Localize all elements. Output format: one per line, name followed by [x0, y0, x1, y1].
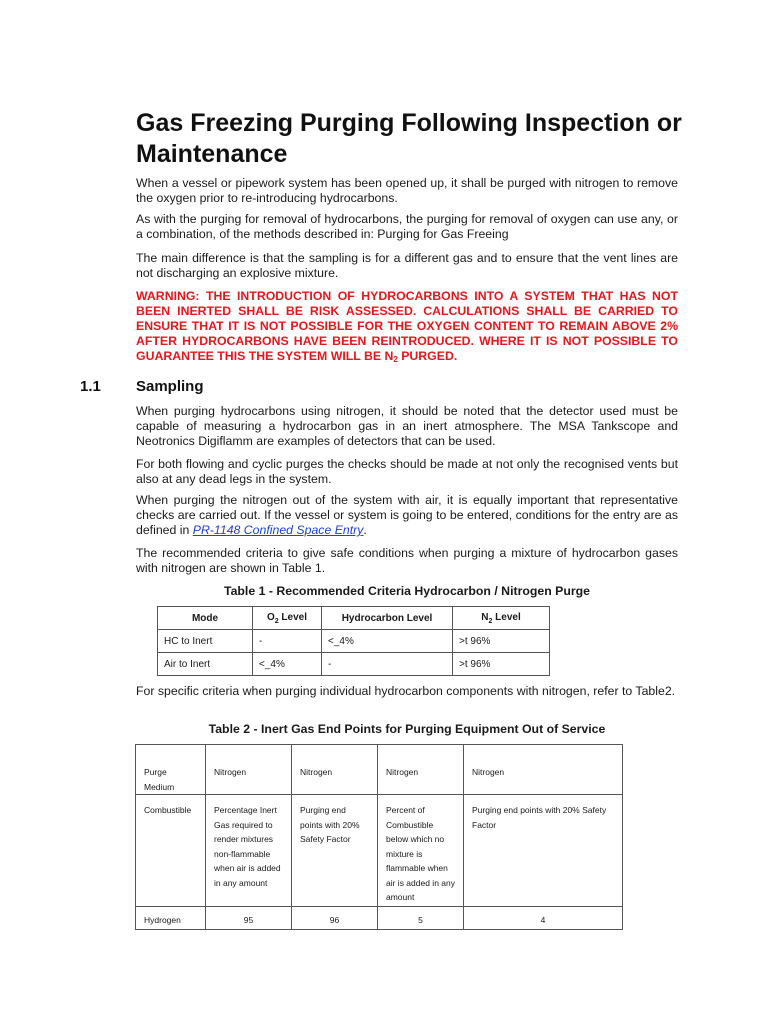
- table2-cell: Percent of Combustible below which no mixture is flammable when air is added in any amount: [378, 795, 464, 907]
- table1-header-hc: Hydrocarbon Level: [322, 607, 453, 630]
- page-title: Gas Freezing Purging Following Inspection or Maintenance: [136, 109, 682, 168]
- table1-cell-n2: >t 96%: [453, 630, 550, 653]
- entry-text-end: .: [363, 523, 367, 537]
- table2-cell: Percentage Inert Gas required to render mixtures non-flammable when air is added in any amount: [206, 795, 292, 907]
- confined-space-link[interactable]: PR-1148 Confined Space Entry: [192, 523, 364, 537]
- table2-cell: Hydrogen: [136, 907, 206, 930]
- table2-cell: Purging end points with 20% Safety Factor: [292, 795, 378, 907]
- section-title: Sampling: [136, 378, 204, 395]
- table2-header-cell: Purge Medium: [136, 745, 206, 795]
- table2-cell: 96: [292, 907, 378, 930]
- table1-cell-n2: >t 96%: [453, 653, 550, 676]
- table1-caption: Table 1 - Recommended Criteria Hydrocarbon / Nitrogen Purge: [223, 584, 591, 598]
- table2-cell: 95: [206, 907, 292, 930]
- warning-subscript: 2: [393, 355, 398, 364]
- table2-header-cell: Nitrogen: [464, 745, 623, 795]
- table2-header-row: [136, 745, 623, 795]
- n2-subscript: 2: [488, 617, 493, 625]
- purges-paragraph: For both flowing and cyclic purges the checks should be made at not only the recognised vents but also at any dead legs in the system.: [136, 457, 678, 486]
- table2-header-cell: Nitrogen: [292, 745, 378, 795]
- table2-cell: 4: [464, 907, 623, 930]
- warning-end: PURGED.: [397, 349, 458, 363]
- intro-paragraph: When a vessel or pipework system has been opened up, it shall be purged with nitrogen to remove the oxygen prior to re-introducing hydrocarbons.: [136, 176, 678, 205]
- table1-cell-hc: <_4%: [322, 630, 453, 653]
- o2-label: O: [266, 611, 275, 623]
- o2-subscript: 2: [274, 617, 279, 625]
- n2-level: Level: [492, 611, 521, 623]
- table1-header-row: [158, 607, 550, 630]
- o2-level: Level: [278, 611, 308, 623]
- table1-cell-mode: Air to Inert: [158, 653, 253, 676]
- table2-caption: Table 2 - Inert Gas End Points for Purging Equipment Out of Service: [208, 722, 606, 736]
- warning-text: WARNING: THE INTRODUCTION OF HYDROCARBONS INTO A SYSTEM THAT HAS NOT BEEN INERTED SHALL BE RISK ASSESSED. CALCULATIONS SHALL BE CARRIED TO ENSURE THAT IT IS NOT POSSIBLE FOR THE OXYGEN CONTENT TO REMAIN ABOVE 2% AFTER HYDROCARBONS HAVE BEEN REINTRODUCED. WHERE IT IS NOT POSSIBLE TO GUARANTEE THIS THE SYSTEM WILL BE N: [136, 289, 678, 363]
- table2-cell: Combustible: [136, 795, 206, 907]
- entry-paragraph: [136, 493, 678, 538]
- table1-header-o2: [253, 607, 322, 630]
- criteria-table: [157, 606, 550, 676]
- entry-text: When purging the nitrogen out of the system with air, it is equally important that representative checks are carried out. If the vessel or system is going to be entered, conditions for the entry are as defined in: [136, 493, 678, 537]
- table-row: [136, 907, 623, 930]
- methods-paragraph: As with the purging for removal of hydrocarbons, the purging for removal of oxygen can use any, or a combination, of the methods described in: Purging for Gas Freeing: [136, 212, 678, 241]
- warning-block: [136, 289, 678, 365]
- sampling-paragraph: When purging hydrocarbons using nitrogen, it should be noted that the detector used must be capable of measuring a hydrocarbon gas in an inert atmosphere. The MSA Tankscope and Neotronics Digiflamm are examples of detectors that can be used.: [136, 404, 678, 448]
- table1-header-n2: [453, 607, 550, 630]
- table2-cell: 5: [378, 907, 464, 930]
- table1-cell-o2: <_4%: [253, 653, 322, 676]
- table-row: [158, 630, 550, 653]
- table1-cell-mode: HC to Inert: [158, 630, 253, 653]
- table1-header-mode: Mode: [158, 607, 253, 630]
- table2-cell: Purging end points with 20% Safety Factor: [464, 795, 623, 907]
- table-row: [158, 653, 550, 676]
- section-number: 1.1: [80, 378, 101, 395]
- table-row: [136, 795, 623, 907]
- criteria-paragraph: The recommended criteria to give safe conditions when purging a mixture of hydrocarbon gases with nitrogen are shown in Table 1.: [136, 546, 678, 575]
- table2-intro-paragraph: For specific criteria when purging individual hydrocarbon components with nitrogen, refer to Table2.: [136, 684, 676, 698]
- table2-header-cell: Nitrogen: [206, 745, 292, 795]
- difference-paragraph: The main difference is that the sampling is for a different gas and to ensure that the vent lines are not discharging an explosive mixture.: [136, 251, 678, 280]
- table1-cell-o2: -: [253, 630, 322, 653]
- table2-header-cell: Nitrogen: [378, 745, 464, 795]
- table1-cell-hc: -: [322, 653, 453, 676]
- n2-label: N: [481, 611, 489, 623]
- end-points-table: [135, 744, 623, 930]
